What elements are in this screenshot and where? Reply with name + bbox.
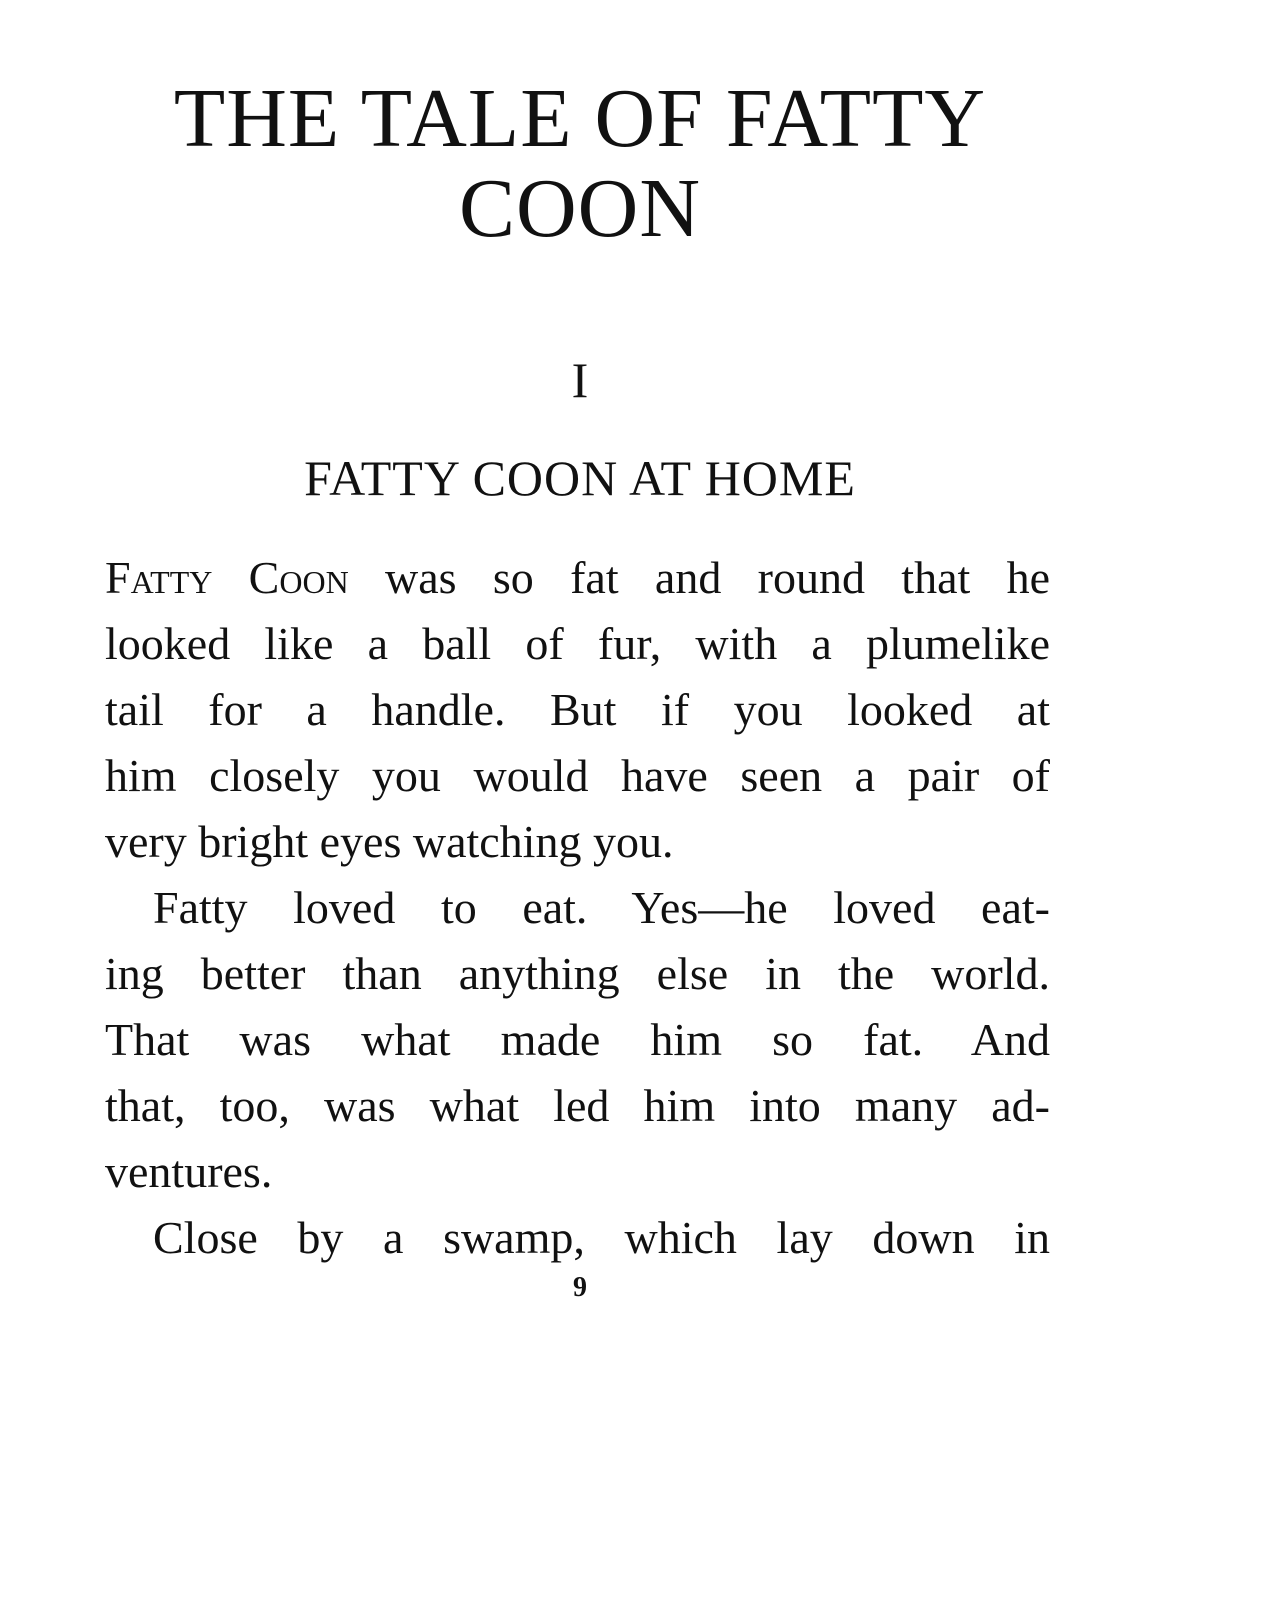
paragraph-2-line-1: Fatty loved to eat. Yes—he loved eat- [153, 882, 1050, 933]
paragraph-2-line-2: ing better than anything else in the world. [105, 948, 1050, 999]
paragraph-2-line-5: ventures. [105, 1146, 273, 1197]
paragraph-1-line-1-rest: was so fat and round that he [348, 552, 1051, 603]
paragraph-1-line-5: very bright eyes watching you. [105, 816, 674, 867]
paragraph-1-line-2: looked like a ball of fur, with a plumelike [105, 618, 1050, 669]
page-number: 9 [573, 1272, 587, 1303]
book-title-line-1: THE TALE OF FATTY [173, 72, 987, 165]
book-title-line-2: COON [458, 162, 701, 255]
opening-small-caps: Fatty Coon [105, 552, 349, 603]
paragraph-1-line-3: tail for a handle. But if you looked at [105, 684, 1050, 735]
chapter-number: I [571, 352, 589, 408]
paragraph-2-line-3: That was what made him so fat. And [105, 1014, 1050, 1065]
body-text [105, 545, 1050, 1271]
paragraph-1-line-1 [105, 545, 1050, 611]
paragraph-2-line-4: that, too, was what led him into many ad- [105, 1080, 1050, 1131]
paragraph-3-line-1: Close by a swamp, which lay down in [153, 1212, 1050, 1263]
chapter-title: FATTY COON AT HOME [304, 450, 856, 506]
paragraph-1-line-4: him closely you would have seen a pair of [105, 750, 1050, 801]
